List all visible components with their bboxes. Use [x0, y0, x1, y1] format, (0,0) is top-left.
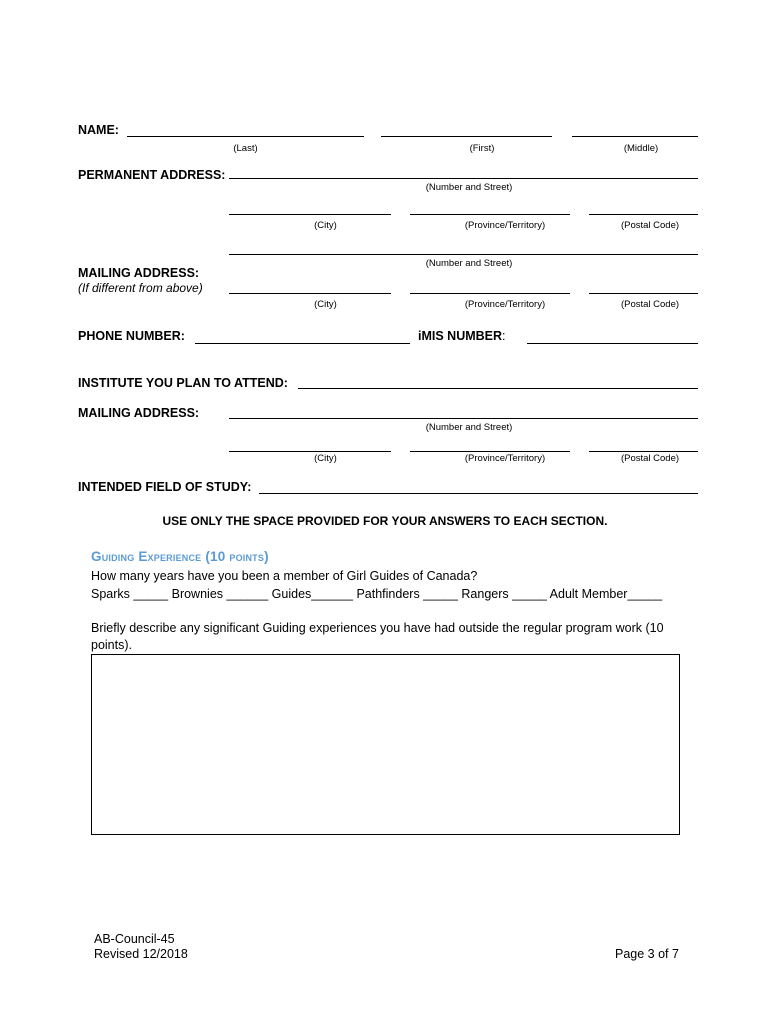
mailing-province-caption: (Province/Territory) [464, 299, 546, 310]
permanent-postal-caption: (Postal Code) [620, 220, 680, 231]
last-caption: (Last) [233, 143, 258, 154]
permanent-street-caption: (Number and Street) [425, 182, 513, 193]
institute-province-field[interactable] [410, 451, 570, 452]
permanent-street-field[interactable] [229, 178, 698, 179]
phone-label: PHONE NUMBER: [78, 329, 185, 343]
mailing-street-field[interactable] [229, 254, 698, 255]
permanent-postal-field[interactable] [589, 214, 698, 215]
mailing-postal-field[interactable] [589, 293, 698, 294]
institute-postal-field[interactable] [589, 451, 698, 452]
mailing-province-field[interactable] [410, 293, 570, 294]
last-name-field[interactable] [127, 136, 364, 137]
guiding-years-line[interactable]: Sparks _____ Brownies ______ Guides______ Pathfinders _____ Rangers _____ Adult Member_____ [91, 587, 663, 601]
middle-name-field[interactable] [572, 136, 698, 137]
guiding-describe-line2: points). [91, 638, 132, 652]
institute-label: INSTITUTE YOU PLAN TO ATTEND: [78, 376, 288, 390]
mailing-postal-caption: (Postal Code) [620, 299, 680, 310]
mailing-street-caption: (Number and Street) [425, 258, 513, 269]
imis-field[interactable] [527, 343, 698, 344]
first-name-field[interactable] [381, 136, 552, 137]
field-of-study-field[interactable] [259, 493, 698, 494]
institute-city-field[interactable] [229, 451, 391, 452]
guiding-heading: Guiding Experience (10 points) [91, 549, 269, 564]
mailing-address-note [78, 281, 203, 295]
mailing-city-field[interactable] [229, 293, 391, 294]
institute-street-field[interactable] [229, 418, 698, 419]
institute-postal-caption: (Postal Code) [620, 453, 680, 464]
imis-label [418, 329, 506, 343]
permanent-city-field[interactable] [229, 214, 391, 215]
permanent-address-label: PERMANENT ADDRESS: [78, 168, 226, 182]
guiding-describe-line1: Briefly describe any significant Guiding experiences you have had outside the regular program work (10 [91, 621, 664, 635]
mailing-address-label: MAILING ADDRESS: [78, 266, 200, 280]
institute-city-caption: (City) [314, 453, 337, 464]
footer-page-number: Page 3 of 7 [615, 947, 679, 961]
permanent-city-caption: (City) [314, 220, 337, 231]
mailing-city-caption: (City) [314, 299, 337, 310]
phone-field[interactable] [195, 343, 410, 344]
permanent-province-caption: (Province/Territory) [464, 220, 546, 231]
institute-street-caption: (Number and Street) [425, 422, 513, 433]
instruction-text: USE ONLY THE SPACE PROVIDED FOR YOUR ANSWERS TO EACH SECTION. [162, 514, 608, 528]
imis-colon: : [502, 329, 506, 343]
guiding-answer-box[interactable] [91, 654, 680, 835]
mailing-address-note-text: (If different from above) [78, 281, 203, 295]
middle-caption: (Middle) [623, 143, 659, 154]
permanent-province-field[interactable] [410, 214, 570, 215]
field-of-study-label: INTENDED FIELD OF STUDY: [78, 480, 252, 494]
institute-province-caption: (Province/Territory) [464, 453, 546, 464]
imis-label-text: iMIS NUMBER [418, 329, 503, 343]
guiding-question: How many years have you been a member of Girl Guides of Canada? [91, 569, 478, 583]
footer-revised: Revised 12/2018 [94, 947, 188, 961]
first-caption: (First) [469, 143, 495, 154]
institute-field[interactable] [298, 388, 698, 389]
footer-form-id: AB-Council-45 [94, 932, 175, 946]
name-label: NAME: [78, 123, 119, 137]
institute-mailing-label: MAILING ADDRESS: [78, 406, 200, 420]
